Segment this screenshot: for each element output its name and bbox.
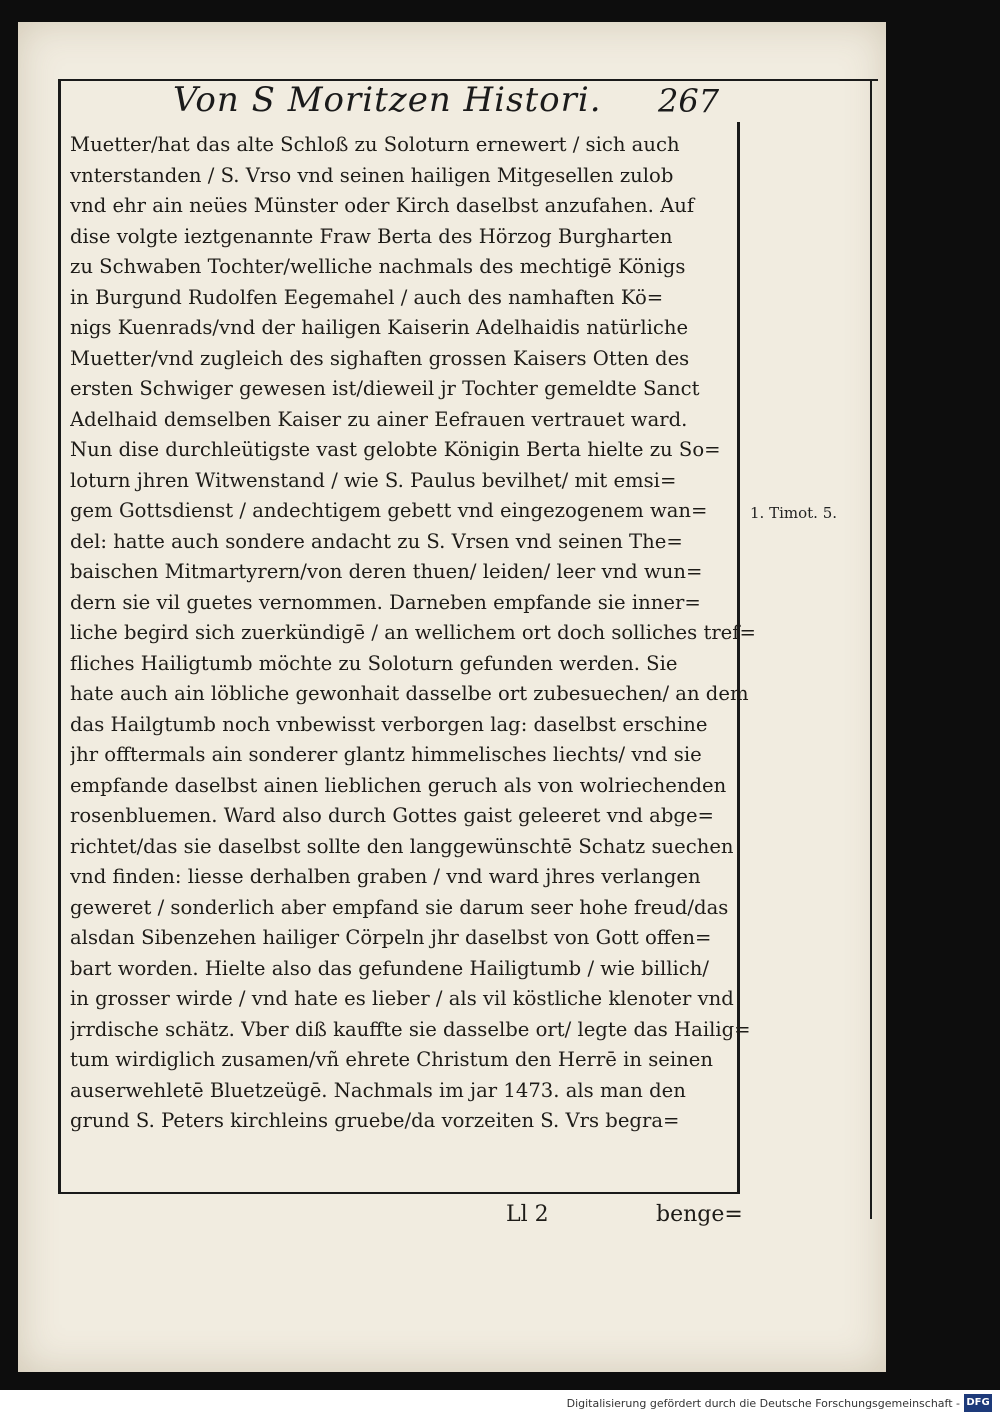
text-line: nigs Kuenrads/vnd der hailigen Kaiserin Adelhaidis natürliche [70,316,689,339]
text-line: alsdan Sibenzehen hailiger Cörpeln jhr daselbst von Gott offen= [70,926,712,949]
text-line: baischen Mitmartyrern/von deren thuen/ leiden/ leer vnd wun= [70,560,703,583]
text-line: vnd ehr ain neües Münster oder Kirch daselbst anzufahen. Auf [70,194,695,217]
text-line: ersten Schwiger gewesen ist/dieweil jr Tochter gemeldte Sanct [70,377,700,400]
text-line: in grosser wirde / vnd hate es lieber / als vil köstliche klenoter vnd [70,987,734,1010]
text-line: hate auch ain löbliche gewonhait dasselbe ort zubesuechen/ an dem [70,682,749,705]
page-number: 267 [658,82,720,120]
text-line: geweret / sonderlich aber empfand sie darum seer hohe freud/das [70,895,729,919]
text-line: grund S. Peters kirchleins gruebe/da vorzeiten S. Vrs begra= [70,1109,680,1132]
marginal-note: 1. Timot. 5. [750,504,838,522]
text-line: Nun dise durchleütigste vast gelobte Königin Berta hielte zu So= [70,438,721,461]
text-line: del: hatte auch sondere andacht zu S. Vrsen vnd seinen The= [70,529,683,553]
footer-bar [0,1390,1000,1417]
text-line: liche begird sich zuerkündigē / an wellichem ort doch solliches tref= [70,621,756,644]
text-line: gem Gottsdienst / andechtigem gebett vnd eingezogenem wan= [70,499,708,522]
text-line: dern sie vil guetes vernommen. Darneben empfande sie inner= [70,590,701,614]
text-line: vnterstanden / S. Vrso vnd seinen hailigen Mitgesellen zulob [70,163,674,187]
text-line: zu Schwaben Tochter/welliche nachmals des mechtigē Königs [70,255,686,278]
text-line: jhr offtermals ain sonderer glantz himmelisches liechts/ vnd sie [70,743,702,766]
text-line: Adelhaid demselben Kaiser zu ainer Eefrauen vertrauet ward. [70,407,688,431]
signature-mark: Ll 2 [506,1202,549,1227]
text-line: das Hailgtumb noch vnbewisst verborgen lag: daselbst erschine [70,712,708,736]
text-line: auserwehletē Bluetzeügē. Nachmals im jar 1473. als man den [70,1078,686,1102]
text-line: loturn jhren Witwenstand / wie S. Paulus bevilhet/ mit emsi= [70,468,677,492]
text-line: jrrdische schätz. Vber diß kauffte sie dasselbe ort/ legte das Hailig= [70,1017,751,1041]
text-line: bart worden. Hielte also das gefundene Hailigtumb / wie billich/ [70,956,709,980]
header-left-rule [58,79,61,124]
catchword: benge= [656,1202,743,1227]
text-line: dise volgte ieztgenannte Fraw Berta des Hörzog Burgharten [70,224,673,248]
text-line: Muetter/hat das alte Schloß zu Soloturn ernewert / sich auch [70,133,680,156]
text-line: tum wirdiglich zusamen/vñ ehrete Christum den Herrē in seinen [70,1048,713,1071]
dfg-logo-icon: DFG [964,1394,992,1412]
footer-credit: Digitalisierung gefördert durch die Deutsche Forschungsgemeinschaft - [566,1397,960,1410]
book-page [18,22,886,1372]
text-line: richtet/das sie daselbst sollte den langgewünschtē Schatz suechen [70,834,734,858]
text-line: empfande daselbst ainen lieblichen geruch als von wolriechenden [70,773,727,797]
text-line: in Burgund Rudolfen Eegemahel / auch des namhaften Kö= [70,285,664,309]
text-line: fliches Hailigtumb möchte zu Soloturn gefunden werden. Sie [70,651,678,675]
text-line: rosenbluemen. Ward also durch Gottes gaist geleeret vnd abge= [70,804,714,827]
body-text [70,130,760,1137]
text-line: vnd finden: liesse derhalben graben / vnd ward jhres verlangen [70,865,701,888]
text-line: Muetter/vnd zugleich des sighaften grossen Kaisers Otten des [70,346,690,370]
right-margin-rule [870,79,872,1219]
running-head-title: Von S Moritzen Histori. [173,80,602,120]
